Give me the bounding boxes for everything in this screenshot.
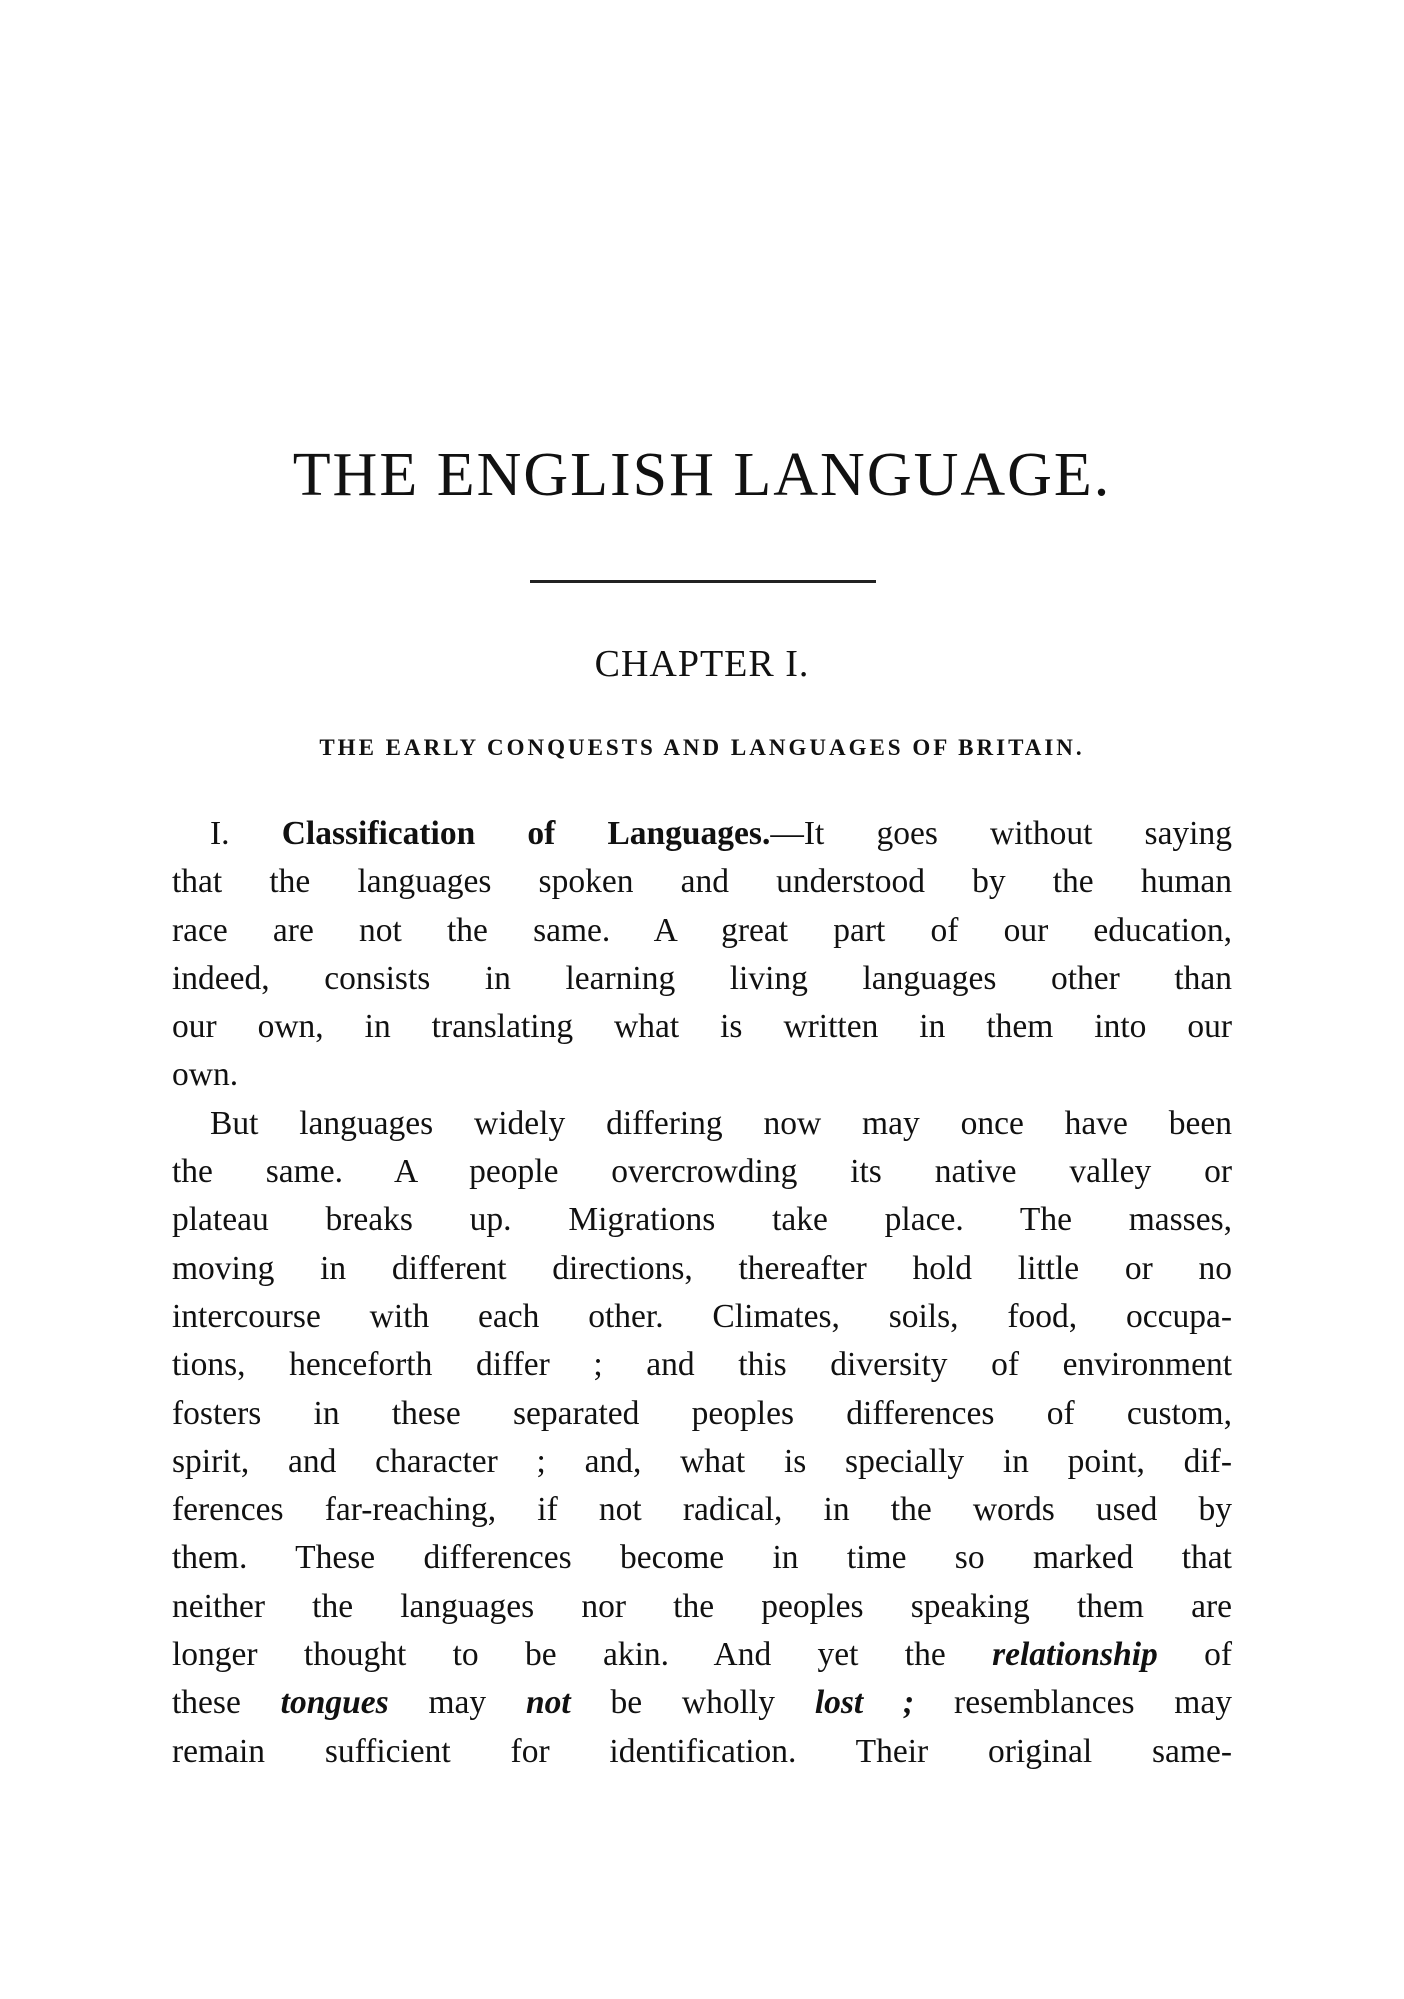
chapter-subtitle: THE EARLY CONQUESTS AND LANGUAGES OF BRITAIN. [319, 735, 1085, 760]
text-line: that the languages spoken and understood by the human [172, 863, 1232, 901]
emphasized-word: lost ; [814, 1684, 915, 1722]
section-heading: Classification of Languages. [281, 815, 771, 852]
text-segment: these [172, 1684, 281, 1722]
text-line: intercourse with each other. Climates, soils, food, occupa- [172, 1297, 1232, 1335]
text-segment: of [1157, 1636, 1233, 1674]
book-title: THE ENGLISH LANGUAGE. [292, 441, 1112, 509]
text-line: —It goes without saying [770, 815, 1232, 852]
text-line: the same. A people overcrowding its native valley or [172, 1153, 1232, 1191]
paragraph-1-line-1 [172, 810, 1232, 858]
text-line: race are not the same. A great part of our education, [172, 911, 1232, 949]
text-line: plateau breaks up. Migrations take place. The masses, [172, 1201, 1232, 1239]
emphasized-word: tongues [280, 1684, 389, 1722]
text-line: remain sufficient for identification. Their original same- [172, 1732, 1232, 1770]
text-segment: longer thought to be akin. And yet the [172, 1636, 993, 1674]
chapter-heading: CHAPTER I. [594, 643, 810, 685]
text-segment: may [388, 1684, 526, 1722]
text-segment: resemblances may [914, 1684, 1232, 1722]
emphasized-word: not [525, 1684, 571, 1722]
text-line: our own, in translating what is written in them into our [172, 1008, 1232, 1046]
text-line: them. These differences become in time so marked that [172, 1539, 1232, 1577]
emphasized-word: relationship [992, 1636, 1158, 1674]
paragraph-1 [172, 810, 1232, 1100]
text-segment: be wholly [570, 1684, 815, 1722]
text-line: own. [172, 1056, 239, 1094]
text-line-with-emphasis [172, 1631, 1232, 1679]
paragraph-2 [172, 1100, 1232, 1776]
body-text [172, 810, 1232, 1776]
title-divider-rule [530, 580, 876, 583]
text-line: ferences far-reaching, if not radical, in the words used by [172, 1491, 1232, 1529]
section-number: I. [210, 815, 282, 852]
text-line: neither the languages nor the peoples speaking them are [172, 1587, 1232, 1625]
text-line: indeed, consists in learning living languages other than [172, 959, 1232, 997]
text-line: moving in different directions, thereafter hold little or no [172, 1249, 1232, 1287]
text-line: tions, henceforth differ ; and this diversity of environment [172, 1346, 1232, 1384]
text-line: fosters in these separated peoples differences of custom, [172, 1394, 1232, 1432]
text-line: But languages widely differing now may once have been [210, 1104, 1232, 1142]
text-line-with-emphasis [172, 1679, 1232, 1727]
text-line: spirit, and character ; and, what is specially in point, dif- [172, 1442, 1232, 1480]
